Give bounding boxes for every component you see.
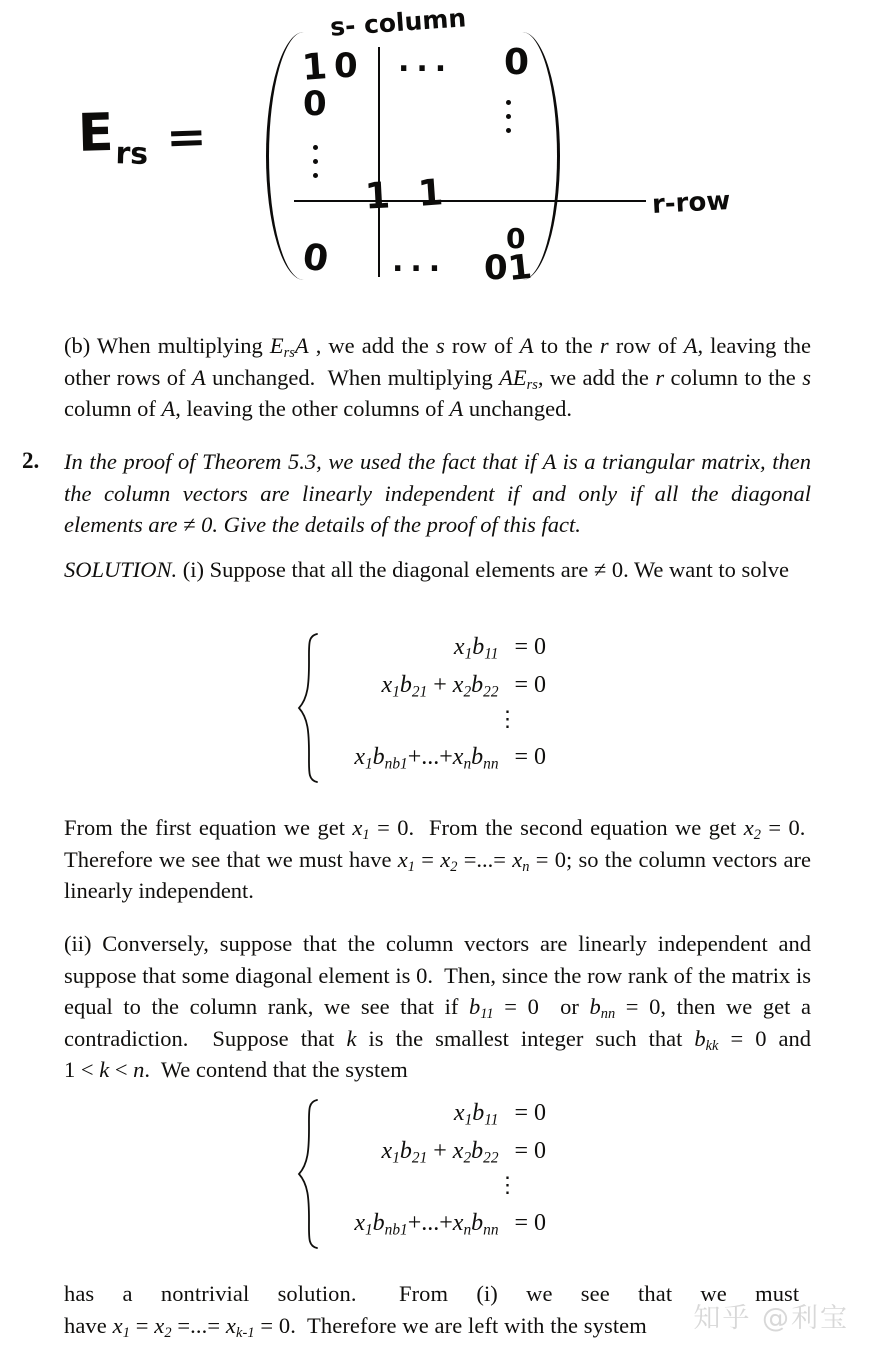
equation-row: $x_1b_{11}$ = 0 — [453, 634, 547, 663]
paragraph-solution-i — [64, 554, 811, 586]
r-row-separator-line — [294, 200, 646, 202]
matrix-entry-zero-top-right: 0 — [504, 42, 530, 83]
equation-row: $x_1b_{11}$ = 0 — [453, 1100, 547, 1129]
watermark-text: 知乎 @利宝 — [693, 1303, 849, 1334]
matrix-horizontal-dots-bottom: ... — [392, 244, 448, 279]
matrix-entry-one-r-row-second: 1 — [416, 172, 445, 215]
paragraph-final: has a nontrivial solution. From (i) we see that we must have $x_1 = x_2$ =...= $x_{k-1} = 0$. Therefore we are left with the system — [64, 1281, 811, 1341]
matrix-entry-zero-bottom-right: 0 — [484, 248, 508, 288]
equation-row: $x_1b_{nb1}+...+x_nb_{nn}$ = 0 — [354, 744, 547, 773]
matrix-entry-one-r-row-first: 1 — [363, 175, 392, 218]
matrix-lhs-symbol: Ers — [77, 102, 149, 172]
left-brace-icon — [295, 632, 321, 784]
matrix-entry-one-bottom-right: 1 — [505, 246, 534, 290]
equation-row: $x_1b_{nb1}+...+x_nb_{nn}$ = 0 — [354, 1210, 547, 1239]
paragraph-solution-ii: (ii) Conversely, suppose that the column vectors are linearly independent and suppose that some diagonal element is 0. Then, since the row rank of the matrix is equal to the column rank, we see that if $b_{11} = 0$ or $b_{nn} = 0$, then we get a contradiction. Suppose that k is the smallest integer such that $b_{kk} = 0$ and 1 < k < n. We contend that the system — [64, 931, 812, 1082]
matrix-horizontal-dots-top: ... — [398, 44, 454, 79]
solution-i-text: (i) Suppose that all the diagonal elements are ≠ 0. We want to solve — [177, 557, 789, 582]
matrix-entry-one-top-left: 1 — [300, 46, 329, 89]
equation-system-first — [0, 632, 871, 784]
matrix-equals-sign: = — [165, 111, 208, 164]
equation-vdots: ⋮ — [496, 706, 519, 731]
matrix-entry-zero-bottom-left: 0 — [300, 236, 331, 281]
s-column-separator-line — [378, 47, 380, 277]
exercise-item-2 — [22, 446, 811, 541]
left-brace-icon — [295, 1098, 321, 1250]
matrix-entry-zero-second-row: 0 — [303, 84, 327, 124]
equation-row: $x_1b_{21} + x_2b_{22}$ = 0 — [381, 672, 547, 701]
solution-label: SOLUTION. — [64, 557, 178, 582]
paragraph-part-b: (b) When multiplying $E_{rs}A$ , we add the s row of A to the r row of A, leaving the other rows of A unchanged. When multiplying $AE_{rs}$, we add the r column to the s column of A, leaving the other columns of A unchanged. — [64, 333, 811, 421]
matrix-entry-zero-bottom-right-upper: 0 — [506, 222, 526, 255]
r-row-annotation: r-row — [651, 185, 732, 221]
matrix-vertical-dots-right — [506, 100, 511, 133]
matrix-entry-zero-top: 0 — [334, 46, 358, 86]
exercise-number: 2. — [22, 448, 40, 473]
equation-vdots: ⋮ — [496, 1172, 519, 1197]
equation-row: $x_1b_{21} + x_2b_{22}$ = 0 — [381, 1138, 547, 1167]
matrix-figure — [0, 0, 871, 318]
exercise-text: In the proof of Theorem 5.3, we used the fact that if A is a triangular matrix, then the column vectors are linearly independent if and only if all the diagonal elements are ≠ 0. Give the details of the proof of this fact. — [64, 449, 811, 537]
matrix-vertical-dots-left — [313, 145, 318, 178]
s-column-annotation: s- column — [329, 3, 468, 42]
equation-system-second — [0, 1098, 871, 1250]
paragraph-after-first-system: From the first equation we get $x_1 = 0$. From the second equation we get $x_2 = 0$. Therefore we see that we must have $x_1 = x_2$ =...= $x_n = 0$; so the column vectors are linearly independent. — [64, 815, 812, 903]
